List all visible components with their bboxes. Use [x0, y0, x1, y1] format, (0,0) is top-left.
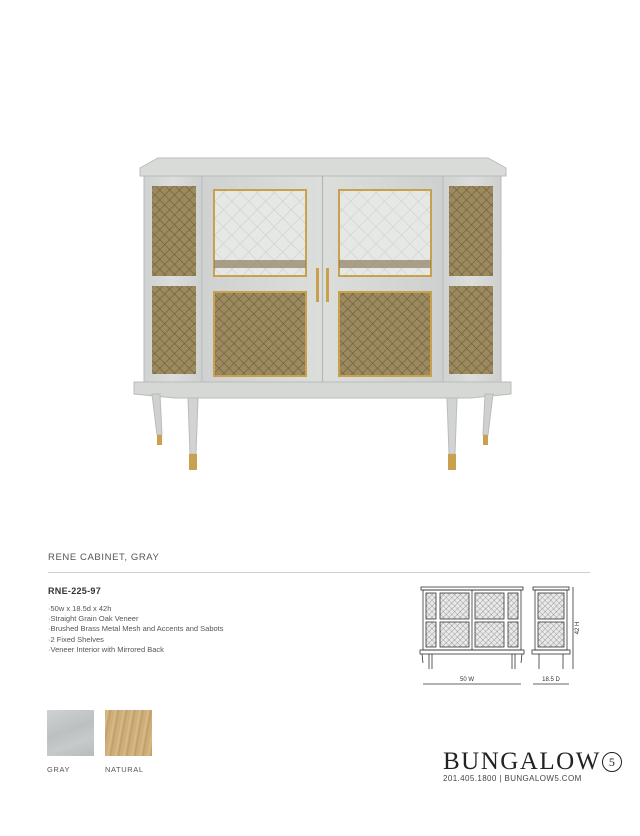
- finish-label-gray: GRAY: [47, 765, 71, 774]
- dimension-drawing: [415, 583, 595, 688]
- product-photo: [130, 150, 515, 480]
- spec-item: · 2 Fixed Shelves: [48, 635, 224, 645]
- brand-logo: [443, 748, 622, 776]
- product-sku: RNE-225-97: [48, 586, 102, 596]
- depth-dimension-label: 18.5 D: [542, 677, 560, 683]
- width-dimension-label: 50 W: [459, 677, 475, 683]
- finish-swatch-natural[interactable]: [105, 710, 152, 756]
- spec-item: · Veneer Interior with Mirrored Back: [48, 645, 224, 655]
- finish-label-natural: NATURAL: [105, 765, 144, 774]
- product-title: RENE CABINET, GRAY: [48, 552, 160, 563]
- divider: [48, 572, 590, 573]
- side-elevation: [532, 587, 573, 684]
- brand-contact: 201.405.1800 | BUNGALOW5.COM: [443, 774, 582, 783]
- spec-item: · Brushed Brass Metal Mesh and Accents and Sabots: [48, 624, 224, 634]
- spec-item: · 50w x 18.5d x 42h: [48, 604, 224, 614]
- brand-digit-circle: 5: [602, 752, 622, 772]
- front-elevation: [420, 587, 524, 684]
- spec-list: [48, 604, 224, 655]
- height-dimension-label: 42 H: [575, 621, 581, 635]
- brand-name: BUNGALOW: [443, 748, 601, 775]
- spec-item: · Straight Grain Oak Veneer: [48, 614, 224, 624]
- finish-swatch-gray[interactable]: [47, 710, 94, 756]
